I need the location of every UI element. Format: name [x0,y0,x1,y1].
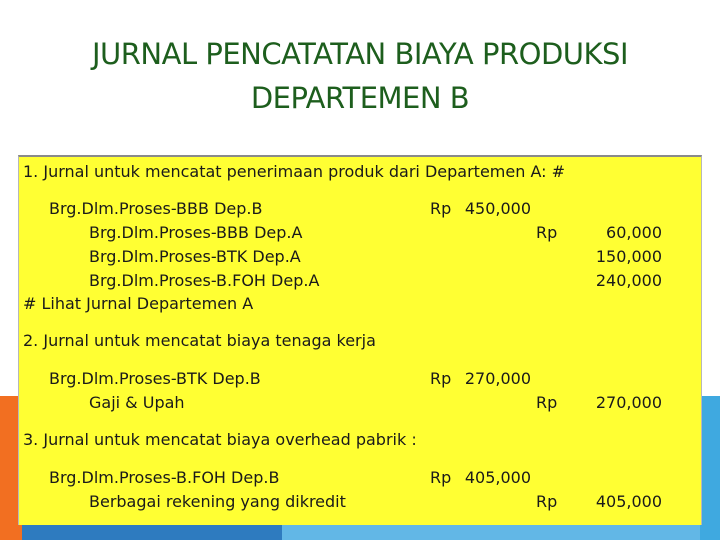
section-1-credit-amount-3: 240,000 [595,271,662,290]
section-2-debit-account: Brg.Dlm.Proses-BTK Dep.B [49,369,261,388]
slide-title-line-1: JURNAL PENCATATAN BIAYA PRODUKSI [92,37,628,71]
section-2-credit-currency: Rp [536,393,558,412]
section-3-debit-account: Brg.Dlm.Proses-B.FOH Dep.B [49,468,280,487]
section-3-credit-currency: Rp [536,492,558,511]
slide-title [0,32,720,120]
slide-title-line-2: DEPARTEMEN B [250,81,470,115]
section-3-heading: 3. Jurnal untuk mencatat biaya overhead pabrik : [23,430,417,449]
journal-entries-box [18,155,702,525]
section-2-heading: 2. Jurnal untuk mencatat biaya tenaga kerja [23,331,376,350]
section-2-debit-currency: Rp [430,369,452,388]
section-1-credit-currency-1: Rp [536,223,558,242]
section-3-debit-currency: Rp [430,468,452,487]
section-1-note: # Lihat Jurnal Departemen A [23,294,254,313]
section-1-heading: 1. Jurnal untuk mencatat penerimaan produk dari Departemen A: # [23,162,565,181]
section-1-credit-account-2: Brg.Dlm.Proses-BTK Dep.A [89,247,301,266]
section-1-debit-amount: 450,000 [464,199,531,218]
section-2-credit-account: Gaji & Upah [89,393,185,412]
section-3-debit-amount: 405,000 [464,468,531,487]
section-1-credit-account-3: Brg.Dlm.Proses-B.FOH Dep.A [89,271,320,290]
section-1-debit-currency: Rp [430,199,452,218]
section-1-credit-account-1: Brg.Dlm.Proses-BBB Dep.A [89,223,303,242]
section-3-credit-amount: 405,000 [595,492,662,511]
section-1-credit-amount-1: 60,000 [606,223,662,242]
blue-accent-bar-right [700,396,720,540]
section-2-debit-amount: 270,000 [464,369,531,388]
section-3-credit-account: Berbagai rekening yang dikredit [89,492,346,511]
section-1-debit-account: Brg.Dlm.Proses-BBB Dep.B [49,199,263,218]
section-2-credit-amount: 270,000 [595,393,662,412]
blue-accent-bar-bottom [282,524,720,540]
section-1-credit-amount-2: 150,000 [595,247,662,266]
